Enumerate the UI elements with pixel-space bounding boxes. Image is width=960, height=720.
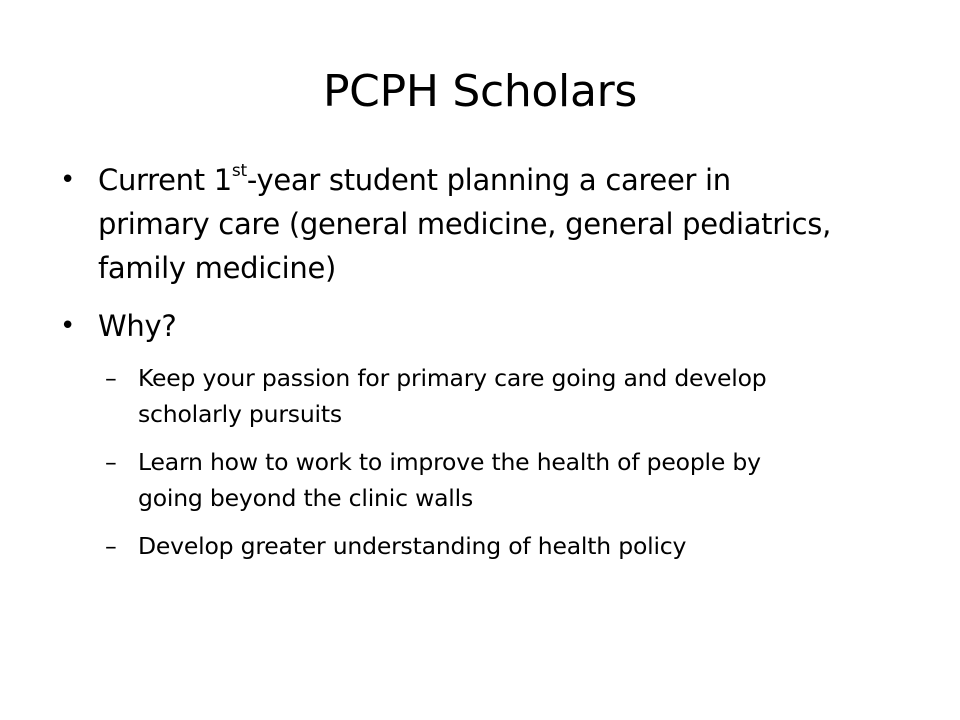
bullet-text-end: -year student planning a career in primary care (general medicine, general pediatrics, family medicine) bbox=[98, 163, 831, 285]
sub-bullet-item-passion bbox=[60, 360, 822, 432]
dash-icon: – bbox=[105, 532, 117, 560]
bullet-text: Why? bbox=[98, 309, 177, 343]
bullet-dot-icon: • bbox=[60, 311, 76, 341]
bullet-dot-icon: • bbox=[60, 165, 76, 195]
sub-bullet-text: Learn how to work to improve the health of people by going beyond the clinic walls bbox=[138, 448, 761, 512]
bullet-superscript: st bbox=[231, 161, 247, 181]
dash-icon: – bbox=[105, 364, 117, 392]
dash-icon: – bbox=[105, 448, 117, 476]
bullet-item-why bbox=[60, 304, 920, 348]
sub-bullet-text: Develop greater understanding of health policy bbox=[138, 532, 687, 560]
sub-bullet-item-health bbox=[60, 444, 822, 516]
bullet-item-current-student bbox=[60, 158, 834, 290]
bullet-text-start: Current 1 bbox=[98, 163, 232, 197]
sub-bullet-item-policy bbox=[60, 528, 898, 564]
sub-bullet-text: Keep your passion for primary care going and develop scholarly pursuits bbox=[138, 364, 767, 428]
slide-body bbox=[60, 158, 920, 564]
slide-title: PCPH Scholars bbox=[322, 66, 638, 117]
